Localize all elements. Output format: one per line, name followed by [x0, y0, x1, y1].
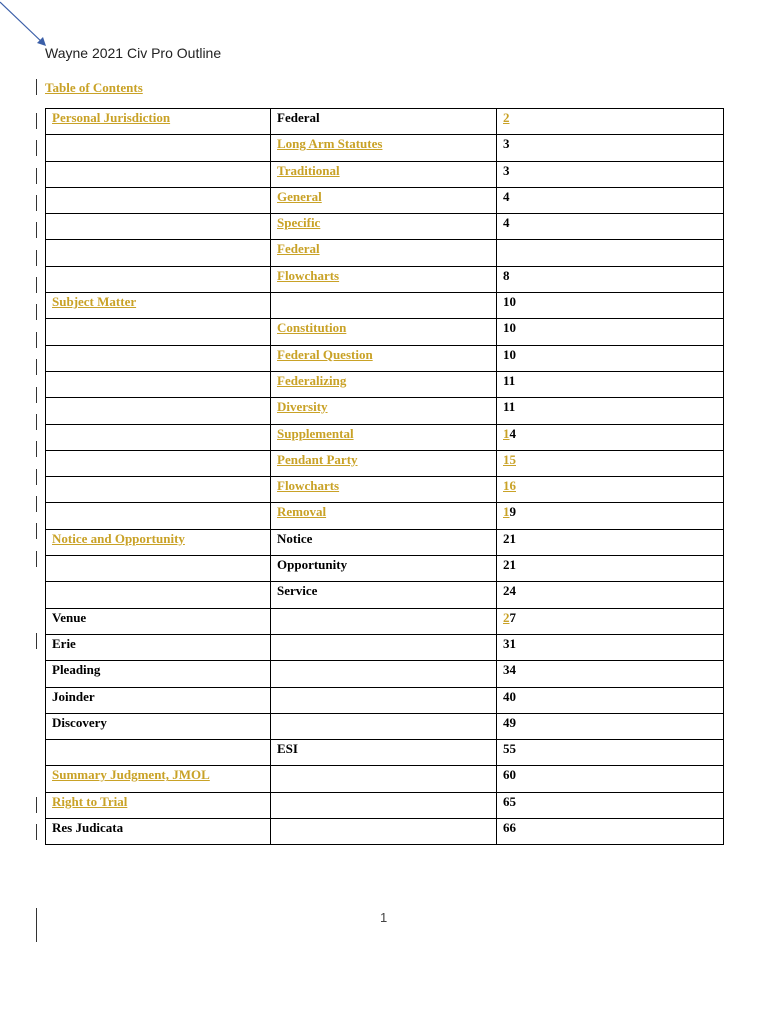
table-row — [46, 293, 724, 319]
toc-subsection-cell — [271, 109, 497, 135]
toc-subsection-cell-text[interactable]: Federal Question — [277, 346, 373, 362]
table-row — [46, 240, 724, 266]
table-row — [46, 319, 724, 345]
toc-page-number: 34 — [503, 662, 516, 678]
table-row — [46, 529, 724, 555]
toc-section-cell — [46, 424, 271, 450]
toc-page-number: 10 — [503, 346, 516, 362]
toc-subsection-cell — [271, 450, 497, 476]
toc-page-number: 3 — [503, 136, 510, 152]
toc-section-cell — [46, 529, 271, 555]
toc-section-cell-text: Pleading — [52, 662, 101, 678]
toc-section-cell — [46, 582, 271, 608]
margin-change-bar — [36, 359, 37, 375]
toc-section-cell — [46, 792, 271, 818]
table-row — [46, 556, 724, 582]
toc-page-cell — [497, 135, 724, 161]
toc-subsection-cell — [271, 398, 497, 424]
toc-page-cell — [497, 477, 724, 503]
toc-page-cell — [497, 161, 724, 187]
toc-subsection-cell — [271, 634, 497, 660]
toc-page-number: 8 — [503, 267, 510, 283]
margin-change-bar — [36, 496, 37, 512]
toc-section-cell — [46, 740, 271, 766]
toc-subsection-cell-text: Opportunity — [277, 557, 348, 573]
toc-subsection-cell — [271, 687, 497, 713]
toc-subsection-cell-text[interactable]: Supplemental — [277, 425, 354, 441]
toc-page-number[interactable]: 16 — [503, 478, 516, 494]
margin-change-bar — [36, 551, 37, 567]
table-row — [46, 661, 724, 687]
toc-page-cell — [497, 529, 724, 555]
margin-change-bar — [36, 222, 37, 238]
toc-section-cell — [46, 161, 271, 187]
toc-subsection-cell-text[interactable]: Constitution — [277, 320, 347, 336]
toc-section-cell-text: Discovery — [52, 714, 107, 730]
toc-section-cell — [46, 319, 271, 345]
toc-page-cell — [497, 503, 724, 529]
toc-section-cell — [46, 608, 271, 634]
table-row — [46, 819, 724, 845]
toc-subsection-cell — [271, 529, 497, 555]
margin-change-bar — [36, 195, 37, 211]
toc-section-cell — [46, 398, 271, 424]
table-row — [46, 345, 724, 371]
toc-page-number: 49 — [503, 714, 516, 730]
toc-page-cell — [497, 398, 724, 424]
toc-page-number[interactable]: 15 — [503, 451, 516, 467]
toc-subsection-cell — [271, 740, 497, 766]
margin-change-bar — [36, 469, 37, 485]
toc-subsection-cell — [271, 161, 497, 187]
table-row — [46, 266, 724, 292]
toc-page-cell — [497, 214, 724, 240]
table-row — [46, 161, 724, 187]
margin-change-bar — [36, 387, 37, 403]
table-row — [46, 582, 724, 608]
toc-subsection-cell — [271, 766, 497, 792]
margin-change-bar — [36, 523, 37, 539]
table-row — [46, 424, 724, 450]
margin-change-bar — [36, 113, 37, 129]
toc-subsection-cell — [271, 345, 497, 371]
toc-section-cell — [46, 371, 271, 397]
toc-subsection-cell-text[interactable]: Traditional — [277, 162, 340, 178]
toc-page-number: 60 — [503, 767, 516, 783]
toc-subsection-cell — [271, 819, 497, 845]
toc-page-cell — [497, 266, 724, 292]
margin-change-bar — [36, 277, 37, 293]
toc-subsection-cell-text[interactable]: Flowcharts — [277, 478, 340, 494]
toc-page-number: 4 — [503, 188, 510, 204]
toc-subsection-cell — [271, 477, 497, 503]
toc-table — [45, 108, 724, 845]
toc-subsection-cell — [271, 582, 497, 608]
toc-section-cell — [46, 819, 271, 845]
toc-page-cell — [497, 371, 724, 397]
table-row — [46, 766, 724, 792]
toc-section-cell — [46, 293, 271, 319]
toc-subsection-cell-text: Service — [277, 583, 318, 599]
margin-change-bar — [36, 304, 37, 320]
toc-section-cell-text: Erie — [52, 635, 76, 651]
toc-section-cell — [46, 503, 271, 529]
margin-change-bar — [36, 79, 37, 95]
toc-page-cell — [497, 687, 724, 713]
toc-section-cell-text[interactable]: Right to Trial — [52, 793, 128, 809]
toc-page-cell — [497, 792, 724, 818]
margin-change-bar — [36, 250, 37, 266]
toc-section-cell — [46, 214, 271, 240]
toc-page-number[interactable]: 19 — [503, 504, 516, 520]
toc-subsection-cell-text[interactable]: Diversity — [277, 399, 328, 415]
toc-page-cell — [497, 661, 724, 687]
toc-section-cell — [46, 109, 271, 135]
margin-change-bar — [36, 824, 37, 840]
toc-page-cell — [497, 556, 724, 582]
toc-page-cell — [497, 634, 724, 660]
toc-subsection-cell-text: Notice — [277, 530, 313, 546]
toc-subsection-cell-text[interactable]: General — [277, 188, 322, 204]
toc-section-cell — [46, 450, 271, 476]
toc-section-cell-text[interactable]: Notice and Opportunity — [52, 530, 185, 546]
toc-page-cell — [497, 109, 724, 135]
margin-change-bar — [36, 140, 37, 156]
toc-subsection-cell-text[interactable]: Removal — [277, 504, 327, 520]
table-row — [46, 713, 724, 739]
toc-subsection-cell — [271, 556, 497, 582]
toc-section-cell — [46, 661, 271, 687]
toc-page-cell — [497, 424, 724, 450]
toc-subsection-cell-text[interactable]: Federalizing — [277, 372, 347, 388]
table-row — [46, 503, 724, 529]
toc-subsection-cell — [271, 608, 497, 634]
toc-section-cell — [46, 240, 271, 266]
table-of-contents-heading[interactable]: Table of Contents — [45, 80, 143, 95]
toc-section-cell-text: Venue — [52, 609, 87, 625]
toc-subsection-cell-text[interactable]: Federal — [277, 241, 320, 257]
toc-page-number: 3 — [503, 162, 510, 178]
toc-page-number: 40 — [503, 688, 516, 704]
toc-subsection-cell — [271, 319, 497, 345]
toc-page-cell — [497, 345, 724, 371]
toc-page-number: 24 — [503, 583, 516, 599]
toc-subsection-cell-text[interactable]: Specific — [277, 215, 321, 231]
toc-page-cell — [497, 450, 724, 476]
toc-page-number: 10 — [503, 294, 516, 310]
toc-page-cell — [497, 713, 724, 739]
toc-subsection-cell — [271, 503, 497, 529]
table-row — [46, 687, 724, 713]
toc-subsection-cell — [271, 713, 497, 739]
document-title: Wayne 2021 Civ Pro Outline — [45, 45, 222, 61]
toc-section-cell-text[interactable]: Personal Jurisdiction — [52, 110, 171, 125]
toc-section-cell — [46, 713, 271, 739]
toc-subsection-cell-text[interactable]: Pendant Party — [277, 451, 358, 467]
toc-section-cell — [46, 766, 271, 792]
toc-page-number: 10 — [503, 320, 516, 336]
toc-section-cell — [46, 556, 271, 582]
table-row — [46, 608, 724, 634]
toc-page-number: 66 — [503, 820, 516, 836]
toc-subsection-cell — [271, 792, 497, 818]
margin-change-bar — [36, 441, 37, 457]
toc-section-cell — [46, 266, 271, 292]
margin-change-bar — [36, 332, 37, 348]
toc-page-cell — [497, 293, 724, 319]
table-row — [46, 371, 724, 397]
toc-page-number: 65 — [503, 793, 516, 809]
toc-section-cell — [46, 345, 271, 371]
toc-section-cell — [46, 687, 271, 713]
margin-change-bar — [36, 168, 37, 184]
toc-subsection-cell-text: ESI — [277, 741, 298, 757]
toc-page-cell — [497, 319, 724, 345]
table-row — [46, 398, 724, 424]
margin-change-bar — [36, 414, 37, 430]
toc-section-cell-text[interactable]: Summary Judgment, JMOL — [52, 767, 210, 783]
toc-page-number: 11 — [503, 372, 516, 388]
margin-change-bar — [36, 797, 37, 813]
toc-page-cell — [497, 187, 724, 213]
toc-page-number[interactable]: 2 — [503, 110, 510, 125]
table-row — [46, 740, 724, 766]
toc-page-cell — [497, 740, 724, 766]
toc-page-cell — [497, 240, 724, 266]
toc-section-cell — [46, 477, 271, 503]
toc-page-cell — [497, 582, 724, 608]
toc-subsection-cell — [271, 187, 497, 213]
table-row — [46, 634, 724, 660]
toc-page-number[interactable]: 14 — [503, 425, 516, 441]
table-row — [46, 450, 724, 476]
table-row — [46, 187, 724, 213]
margin-change-bar — [36, 908, 37, 942]
toc-section-cell — [46, 135, 271, 161]
toc-subsection-cell — [271, 240, 497, 266]
toc-subsection-cell — [271, 424, 497, 450]
table-row — [46, 109, 724, 135]
toc-page-number: 21 — [503, 530, 516, 546]
toc-section-cell-text: Joinder — [52, 688, 95, 704]
toc-subsection-cell-text[interactable]: Flowcharts — [277, 267, 340, 283]
toc-page-cell — [497, 608, 724, 634]
toc-page-cell — [497, 819, 724, 845]
toc-section-cell — [46, 187, 271, 213]
toc-subsection-cell — [271, 293, 497, 319]
toc-subsection-cell-text[interactable]: Long Arm Statutes — [277, 136, 383, 152]
toc-section-cell — [46, 634, 271, 660]
toc-page-number: 55 — [503, 741, 516, 757]
toc-page-cell — [497, 766, 724, 792]
toc-page-number: 11 — [503, 399, 516, 415]
toc-section-cell-text: Res Judicata — [52, 820, 124, 836]
toc-page-number: 31 — [503, 635, 516, 651]
table-row — [46, 792, 724, 818]
toc-subsection-cell — [271, 135, 497, 161]
toc-page-number[interactable]: 27 — [503, 609, 516, 625]
toc-subsection-cell — [271, 371, 497, 397]
table-row — [46, 214, 724, 240]
page-number: 1 — [380, 910, 388, 925]
margin-change-bar — [36, 633, 37, 649]
toc-subsection-cell — [271, 214, 497, 240]
toc-subsection-cell — [271, 266, 497, 292]
toc-page-number: 21 — [503, 557, 516, 573]
toc-page-number: 4 — [503, 215, 510, 231]
toc-section-cell-text[interactable]: Subject Matter — [52, 294, 137, 310]
toc-subsection-cell — [271, 661, 497, 687]
table-row — [46, 477, 724, 503]
toc-subsection-cell-text: Federal — [277, 110, 320, 125]
table-row — [46, 135, 724, 161]
